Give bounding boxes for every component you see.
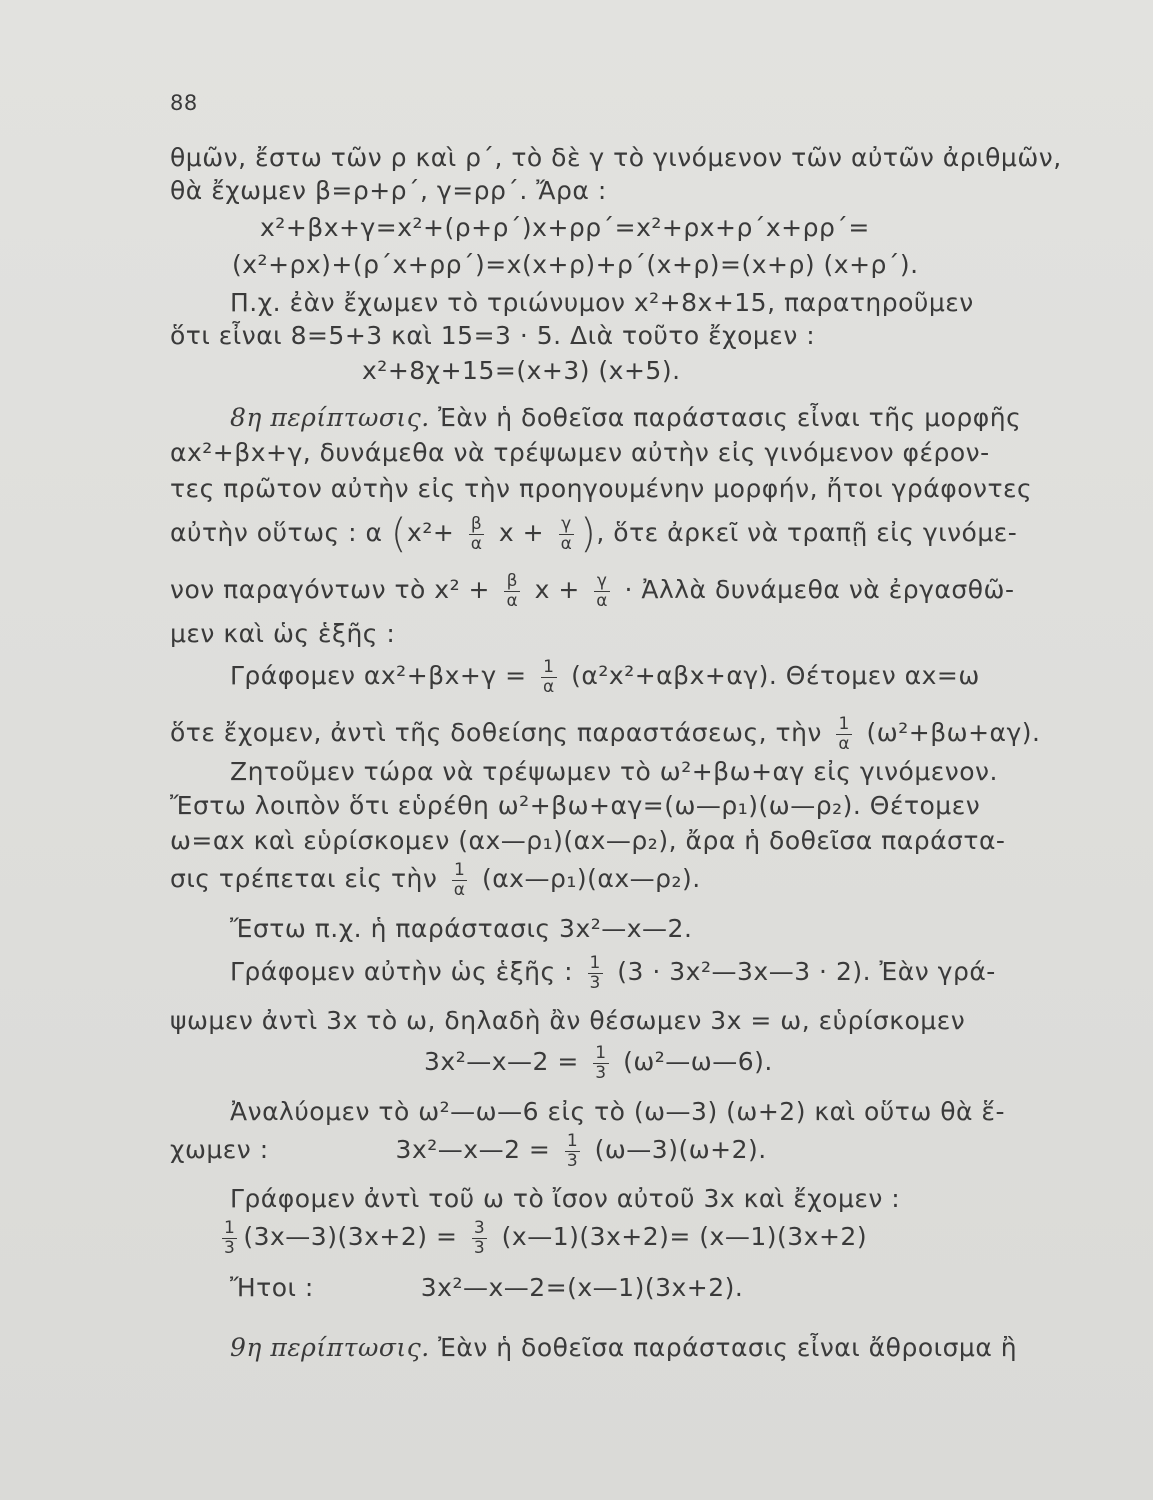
term: x²+ xyxy=(407,518,455,547)
line-text: (ω²+βω+αγ). xyxy=(866,718,1041,747)
numerator: γ xyxy=(596,570,608,591)
denominator: 3 xyxy=(589,972,601,993)
formula-line-12 xyxy=(170,568,1014,612)
numerator: 1 xyxy=(595,1042,607,1063)
fraction-one-three xyxy=(565,1132,580,1171)
line-text: Γράφομεν αx²+βx+γ = xyxy=(230,661,527,690)
line-text: (x—1)(3x+2)= (x—1)(3x+2) xyxy=(501,1222,868,1251)
denominator: α xyxy=(453,879,466,900)
formula-line-14 xyxy=(230,654,980,698)
equation-line-3: x²+βx+γ=x²+(ρ+ρ΄)x+ρρ΄=x²+ρx+ρ΄x+ρρ΄= xyxy=(260,213,870,242)
section-8-label: 8η περίπτωσις. xyxy=(230,403,430,432)
fraction-one-alpha xyxy=(452,861,468,900)
text-line-5: Π.χ. ἐὰν ἔχωμεν τὸ τριώνυμον x²+8x+15, παρατηροῦμεν xyxy=(230,288,974,317)
denominator: 3 xyxy=(566,1150,579,1171)
fraction-one-three xyxy=(593,1044,608,1083)
line-text: νον παραγόντων τὸ x² + xyxy=(170,575,491,604)
text-line-9: αx²+βx+γ, δυνάμεθα νὰ τρέψωμεν αὐτὴν εἰς γινόμενον φέρον- xyxy=(170,438,990,467)
section-9-label: 9η περίπτωσις. xyxy=(230,1333,430,1362)
line-text: ὅτε ἔχομεν, ἀντὶ τῆς δοθείσης παραστάσεως, τὴν xyxy=(170,718,822,747)
formula-line-21 xyxy=(230,950,996,994)
text-line-16: Ζητοῦμεν τώρα νὰ τρέψωμεν τὸ ω²+βω+αγ εἰς γινόμενον. xyxy=(230,757,998,786)
text-line-24: Ἀναλύομεν τὸ ω²—ω—6 εἰς τὸ (ω—3) (ω+2) καὶ οὕτω θὰ ἕ- xyxy=(230,1097,1005,1126)
term: x + xyxy=(498,518,545,547)
line-text: σις τρέπεται εἰς τὴν xyxy=(170,864,438,893)
fraction-three-three xyxy=(472,1219,487,1258)
numerator: 3 xyxy=(473,1217,486,1238)
numerator: 1 xyxy=(566,1130,579,1151)
numerator: 1 xyxy=(453,859,466,880)
close-paren: ) xyxy=(580,511,597,557)
fraction-beta-alpha xyxy=(504,572,520,611)
line-text: (αx—ρ₁)(αx—ρ₂). xyxy=(481,864,701,893)
denominator: α xyxy=(470,533,483,554)
denominator: 3 xyxy=(595,1062,607,1083)
numerator: β xyxy=(506,570,518,591)
numerator: γ xyxy=(561,513,572,534)
formula-line-23 xyxy=(424,1040,773,1084)
line-text: αὐτὴν οὕτως : α xyxy=(170,518,383,547)
text-line-22: ψωμεν ἀντὶ 3x τὸ ω, δηλαδὴ ἂν θέσωμεν 3x = ω, εὑρίσκομεν xyxy=(170,1006,966,1035)
text-line-17: Ἔστω λοιπὸν ὅτι εὑρέθη ω²+βω+αγ=(ω—ρ₁)(ω—ρ₂). Θέτομεν xyxy=(170,791,981,820)
denominator: 3 xyxy=(473,1237,486,1258)
line-text: (α²x²+αβx+αγ). Θέτομεν αx=ω xyxy=(571,661,980,690)
fraction-one-alpha xyxy=(541,658,557,697)
term: x + xyxy=(534,575,580,604)
denominator: α xyxy=(506,590,519,611)
line-text: (ω²—ω—6). xyxy=(623,1047,773,1076)
text-line-18: ω=αx καὶ εὑρίσκομεν (αx—ρ₁)(αx—ρ₂), ἄρα ἡ δοθεῖσα παράστα- xyxy=(170,826,1006,855)
text-line-26: Γράφομεν ἀντὶ τοῦ ω τὸ ἴσον αὐτοῦ 3x καὶ ἔχομεν : xyxy=(230,1184,901,1213)
numerator: β xyxy=(470,513,483,534)
equation-line-7: x²+8χ+15=(x+3) (x+5). xyxy=(362,356,681,385)
fraction-gamma-alpha xyxy=(594,572,610,611)
denominator: α xyxy=(542,676,555,697)
line-text: (3 · 3x²—3x—3 · 2). Ἐὰν γρά- xyxy=(617,957,996,986)
denominator: α xyxy=(596,590,609,611)
line-text: , ὅτε ἀρκεῖ νὰ τραπῇ εἰς γινόμε- xyxy=(596,518,1018,547)
text-line-10: τες πρῶτον αὐτὴν εἰς τὴν προηγουμένην μορφήν, ἤτοι γράφοντες xyxy=(170,474,1033,503)
text-line-6: ὅτι εἶναι 8=5+3 καὶ 15=3 · 5. Διὰ τοῦτο ἔχομεν : xyxy=(170,321,816,350)
open-paren: ( xyxy=(390,511,408,557)
fraction-gamma-alpha xyxy=(559,515,575,554)
line-text: θμῶν, ἔστω τῶν ρ καὶ ρ΄, τὸ δὲ γ τὸ γινόμενον τῶν αὐτῶν ἀριθμῶν, xyxy=(170,143,1062,172)
numerator: 1 xyxy=(543,656,555,677)
line-text: Γράφομεν αὐτὴν ὡς ἑξῆς : xyxy=(230,957,574,986)
section-8-text: Ἐὰν ἡ δοθεῖσα παράστασις εἶναι τῆς μορφῆς xyxy=(429,403,1022,432)
line-text: (ω—3)(ω+2). xyxy=(594,1135,767,1164)
formula-line-11 xyxy=(170,508,1017,559)
line-text: 3x²—x—2=(x—1)(3x+2). xyxy=(420,1273,744,1302)
line-text: Ἤτοι : xyxy=(230,1273,314,1302)
fraction-beta-alpha xyxy=(469,515,485,554)
line-text: 3x²—x—2 = xyxy=(395,1135,551,1164)
text-line-13: μεν καὶ ὡς ἑξῆς : xyxy=(170,619,396,648)
denominator: 3 xyxy=(224,1237,236,1258)
section-9-text: Ἐὰν ἡ δοθεῖσα παράστασις εἶναι ἄθροισμα ἢ xyxy=(429,1333,1018,1362)
formula-line-25 xyxy=(170,1128,767,1172)
section-8-heading-line xyxy=(230,403,1021,433)
line-text: (3x—3)(3x+2) = xyxy=(243,1222,458,1251)
fraction-one-three xyxy=(588,954,603,993)
section-9-heading-line xyxy=(230,1333,1017,1363)
equation-line-4: (x²+ρx)+(ρ΄x+ρρ΄)=x(x+ρ)+ρ΄(x+ρ)=(x+ρ) (x+ρ΄). xyxy=(232,250,919,279)
formula-line-19 xyxy=(170,857,701,901)
line-text: · Ἀλλὰ δυνάμεθα νὰ ἐργασθῶ- xyxy=(624,575,1015,604)
fraction-one-alpha xyxy=(836,715,852,754)
numerator: 1 xyxy=(224,1217,236,1238)
numerator: 1 xyxy=(589,952,601,973)
text-line-2: θὰ ἔχωμεν β=ρ+ρ΄, γ=ρρ΄. Ἄρα : xyxy=(170,176,607,205)
fraction-one-three xyxy=(222,1219,237,1258)
text-line-1 xyxy=(170,143,1087,173)
line-text: 3x²—x—2 = xyxy=(424,1047,579,1076)
page-number: 88 xyxy=(170,91,198,115)
formula-line-28 xyxy=(230,1273,743,1303)
text-line-20: Ἔστω π.χ. ἡ παράστασις 3x²—x—2. xyxy=(230,914,693,943)
formula-line-15 xyxy=(170,711,1041,755)
denominator: α xyxy=(560,533,573,554)
numerator: 1 xyxy=(838,713,850,734)
denominator: α xyxy=(838,733,851,754)
formula-line-27 xyxy=(222,1215,867,1259)
line-text: χωμεν : xyxy=(170,1135,269,1164)
